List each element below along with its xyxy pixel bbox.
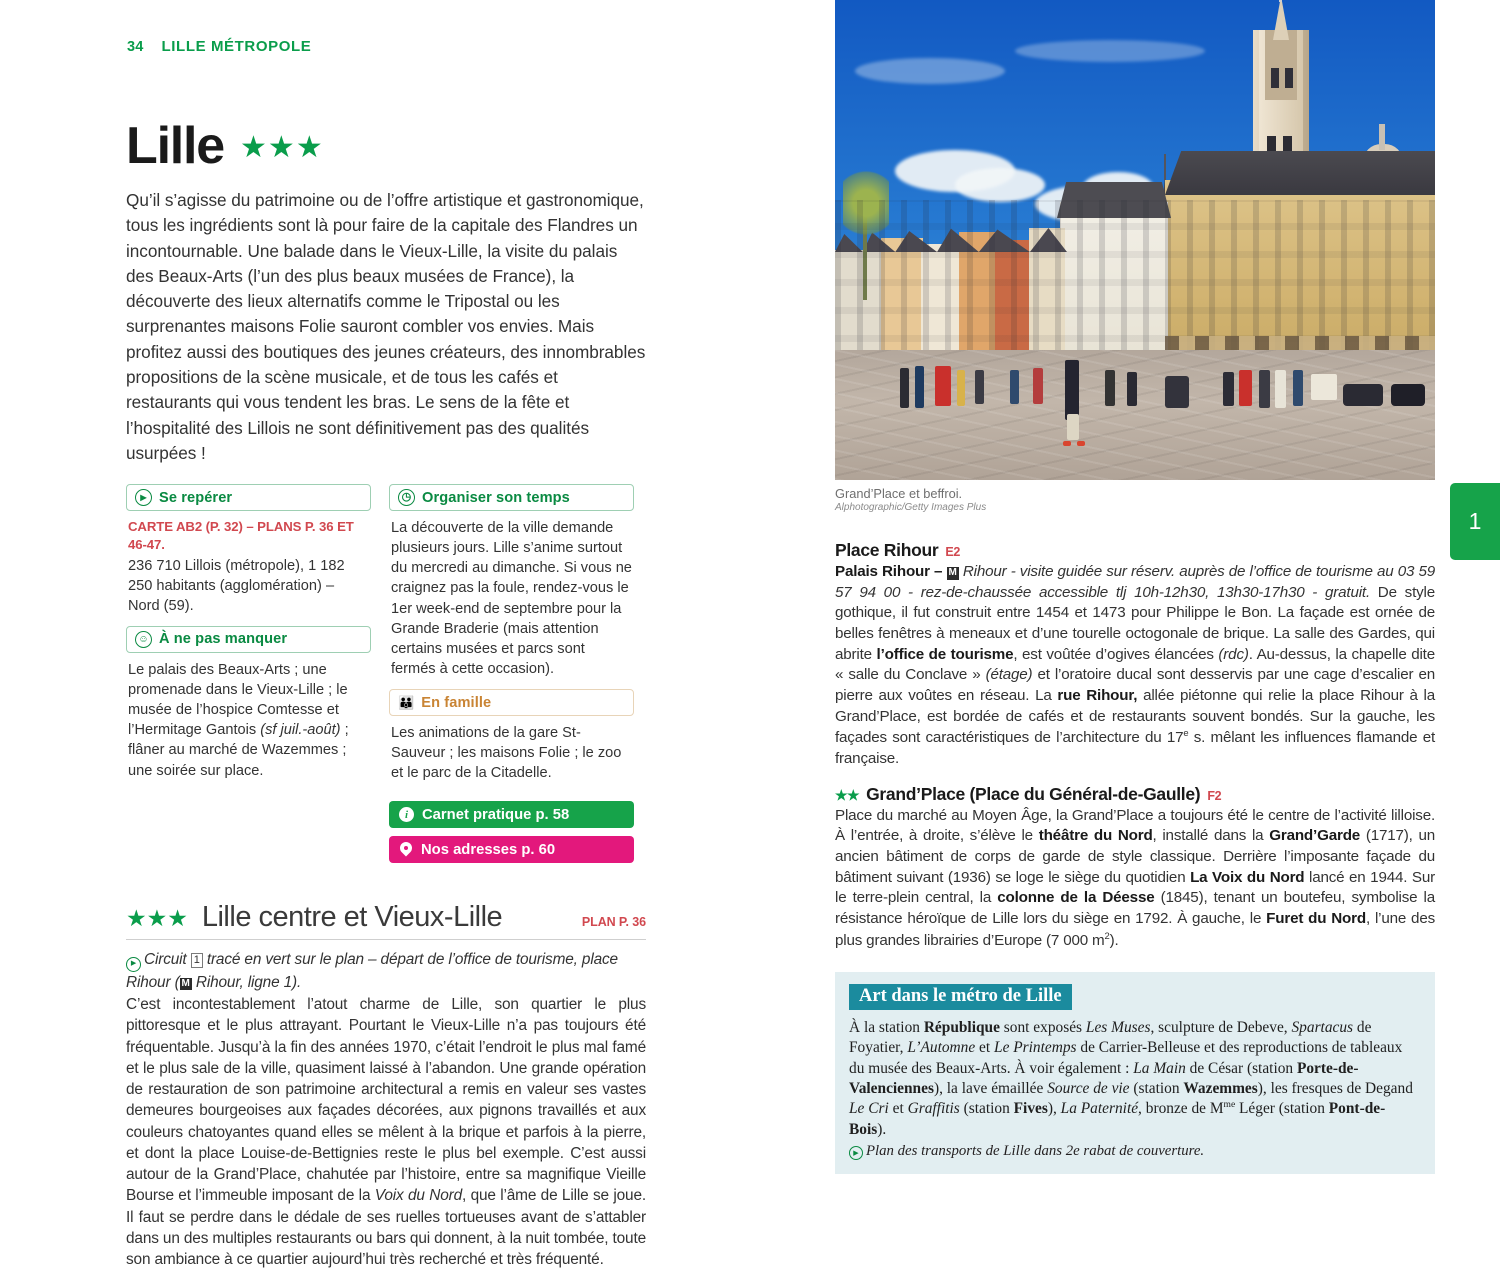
map-reference: CARTE AB2 (P. 32) – PLANS P. 36 ET 46-47. bbox=[128, 519, 354, 553]
gp-text-7: ). bbox=[1109, 931, 1119, 949]
gp-bold-1: théâtre du Nord bbox=[1038, 827, 1153, 845]
box-header-label: À ne pas manquer bbox=[159, 631, 288, 648]
cloud bbox=[855, 58, 1005, 84]
car bbox=[1391, 384, 1425, 406]
belfry-window bbox=[1271, 68, 1279, 88]
gp-text-1: Place du marché au Moyen Âge, la Grand’Place a toujours été le centre de l’activité lilloise. À l’entrée, à droite, s’élève le bbox=[835, 806, 1435, 845]
page-gutter bbox=[830, 0, 831, 1159]
banner-carnet-pratique[interactable] bbox=[389, 801, 634, 828]
mb-t8: ), la lave émaillée bbox=[933, 1080, 1048, 1097]
circuit-suffix: Rihour, ligne 1). bbox=[195, 973, 302, 991]
play-circle-icon: ▶ bbox=[135, 489, 152, 506]
mb-i3: L’Automne bbox=[907, 1039, 976, 1057]
person bbox=[1033, 368, 1043, 404]
poi-body-place-rihour bbox=[835, 562, 1435, 770]
mb-t2: sont exposés bbox=[999, 1018, 1086, 1036]
gp-bold-4: colonne de la Déesse bbox=[997, 889, 1155, 907]
box-header-label: Se repérer bbox=[159, 489, 233, 506]
mb-t15: Léger (station bbox=[1235, 1100, 1329, 1118]
banner-label: Carnet pratique p. 58 bbox=[422, 806, 570, 823]
mb-i7: Le Cri bbox=[849, 1100, 889, 1118]
circuit-number-badge: 1 bbox=[191, 953, 203, 968]
gp-text-5: (1845), tenant un boutefeu, symbolise la résistance héroïque de Lille lors du siège en 1792. À gauche, le bbox=[835, 889, 1435, 928]
poi-text-3: . Au-dessus, la chapelle dite « salle du Conclave » bbox=[835, 645, 1435, 684]
mb-b1: République bbox=[923, 1018, 1000, 1036]
play-circle-icon: ▶ bbox=[126, 957, 141, 972]
person bbox=[1127, 372, 1137, 406]
info-column-right bbox=[389, 484, 634, 863]
chapter-tab[interactable] bbox=[1450, 483, 1500, 560]
rating-stars: ★★★ bbox=[240, 131, 324, 164]
family-icon: 👪 bbox=[398, 695, 415, 711]
box-header-en-famille bbox=[389, 689, 634, 716]
sidebar-box-title: Art dans le métro de Lille bbox=[849, 984, 1072, 1010]
section-title: Lille centre et Vieux-Lille bbox=[201, 901, 503, 934]
person bbox=[1010, 370, 1019, 404]
section-body-italic: Voix du Nord bbox=[374, 1187, 463, 1205]
mb-t11: et bbox=[888, 1100, 908, 1118]
mb-b2: Porte-de-Valenciennes bbox=[849, 1059, 1359, 1097]
church-finial bbox=[1164, 154, 1166, 180]
photo-credit: Alphotographic/Getty Images Plus bbox=[835, 502, 987, 513]
gp-text-3: (1717), un ancien bâtiment de corps de garde de style classique. Derrière l’imposante façade du bâtiment suivant (1936) se loge le siège du quotidien bbox=[835, 827, 1436, 886]
mb-b4: Fives bbox=[1013, 1100, 1048, 1118]
section-header bbox=[126, 901, 646, 940]
parasol bbox=[1311, 374, 1337, 400]
play-circle-icon: ▶ bbox=[849, 1146, 863, 1160]
person bbox=[1223, 372, 1234, 406]
banner-nos-adresses[interactable] bbox=[389, 836, 634, 863]
mb-i5: La Main bbox=[1133, 1059, 1186, 1077]
sidebar-box-metro-art bbox=[835, 972, 1435, 1174]
map-pin-icon bbox=[399, 842, 413, 858]
banner-label: Nos adresses p. 60 bbox=[421, 841, 556, 858]
poi-italic-rdc: (rdc) bbox=[1218, 645, 1249, 663]
info-column-left bbox=[126, 484, 371, 863]
info-circle-icon: i bbox=[399, 807, 414, 822]
photo-caption-text: Grand’Place et beffroi. bbox=[835, 486, 963, 501]
poi-bold-1: l’office de tourisme bbox=[876, 645, 1014, 663]
section-body-part-1: C’est incontestablement l’atout charme de Lille, son quartier le plus pittoresque et le plus attrayant. Pourtant le Vieux-Lille n’a pas toujours été fréquentable. Jusqu’à la fin des années 1970, c’était l’endroit le plus mal famé et le plus sale de la ville, quasiment laissé à l’abandon. Une grande opération de restauration de son patrimoine architectural a remis en valeur ses vastes demeures bourgeoises aux façades décorées, aux pignons travaillés et aux couleurs chatoyantes quand elles se mêlent à la brique et parfois à la pierre, et dont la place Louise-de-Bettignies reste le plus bel exemple. C’est aussi autour de la Grand’Place, chahutée par l’histoire, entre sa magnifique Vieille Bourse et l’immeuble imposant de la bbox=[126, 996, 646, 1205]
highlight-text-1: Le palais des Beaux-Arts ; une promenade dans le Vieux-Lille ; le musée de l’hospice Comtesse et l’Hermitage Gantois bbox=[128, 661, 348, 739]
info-boxes-grid bbox=[126, 484, 646, 863]
page-title: Lille bbox=[126, 117, 225, 175]
mb-t5: et bbox=[975, 1039, 995, 1057]
circuit-prefix: Circuit bbox=[144, 951, 187, 969]
intro-paragraph: Qu’il s’agisse du patrimoine ou de l’offre artistique et gastronomique, tous les ingrédients sont là pour faire de la capitale des Flandres un incontournable. Une balade dans le Vieux-Lille, la visite du palais des Beaux-Arts (l’un des plus beaux musées de France), la découverte des lieux alternatifs comme le Tripostal ou les surprenantes maisons Folie sauront combler vos envies. Mais profitez aussi des boutiques des jeunes créateurs, des innombrables propositions de la scène musicale, et de tous les cafés et restaurants qui vous tendent les bras. Le sens de la fête et l’hospitalité des Lillois ne sont définitivement pas des qualités usurpées ! bbox=[126, 190, 646, 463]
se-reperer-text: 236 710 Lillois (métropole), 1 182 250 habitants (agglomération) – Nord (59). bbox=[128, 557, 345, 614]
city-title-row bbox=[126, 117, 646, 175]
car bbox=[1343, 384, 1383, 406]
mb-t13: ), bbox=[1047, 1100, 1061, 1118]
mb-t1: À la station bbox=[849, 1018, 924, 1036]
mb-sup1: me bbox=[1223, 1099, 1236, 1111]
mb-i4: Le Printemps bbox=[994, 1039, 1077, 1057]
box-header-se-reperer bbox=[126, 484, 371, 511]
gp-text-6: , l’une des plus grandes librairies d’Europe (7 000 m bbox=[835, 910, 1435, 949]
poi-lead-bold: Palais Rihour – bbox=[835, 563, 947, 580]
highlight-text-2: ; flâner au marché de Wazemmes ; une soirée sur place. bbox=[128, 722, 349, 779]
smiley-icon: ☺ bbox=[135, 631, 152, 648]
poi-text-2: , est voûtée d’ogives élancées bbox=[1013, 645, 1219, 663]
mb-t4: de Foyatier, bbox=[849, 1018, 1372, 1057]
belfry-lantern bbox=[1265, 30, 1297, 100]
section-body-part-2: , que l’âme de Lille se joue. Il faut se perdre dans le dédale de ses ruelles tortueuses avant de s’attabler dans un des multiples restaurants ou bars qui donnent, à la nuit tombée, toute son ambiance à ce quartier aujourd’hui très recherché et très fréquenté. bbox=[126, 1187, 647, 1269]
folio bbox=[127, 38, 311, 55]
person bbox=[957, 370, 965, 406]
sidebar-box-footer bbox=[849, 1143, 1421, 1160]
circuit-note bbox=[126, 949, 646, 993]
box-body-se-reperer bbox=[126, 511, 371, 626]
mb-i6: Source de vie bbox=[1047, 1080, 1130, 1097]
clock-icon: ◷ bbox=[398, 489, 415, 506]
red-banner bbox=[935, 366, 951, 406]
person bbox=[1275, 370, 1286, 408]
box-header-a-ne-pas-manquer bbox=[126, 626, 371, 653]
shoe bbox=[1077, 441, 1085, 446]
mb-b5: Pont-de-Bois bbox=[849, 1100, 1386, 1139]
box-body-organiser-son-temps: La découverte de la ville demande plusieurs jours. Lille s’anime surtout du mercredi au dimanche. Si vous ne craignez pas la foule, rendez-vous le 1er week-end de septembre pour la Grande Braderie (mais attention certains musées et parcs sont fermés à cette occasion). bbox=[391, 520, 632, 677]
box-header-label: Organiser son temps bbox=[422, 489, 570, 506]
section-rating-stars: ★★★ bbox=[126, 905, 188, 932]
shoe bbox=[1063, 441, 1071, 446]
mb-t16: ). bbox=[877, 1121, 887, 1139]
gp-bold-2: Grand’Garde bbox=[1269, 827, 1361, 845]
red-tower-finial bbox=[1379, 124, 1385, 150]
poi-map-coordinate: F2 bbox=[1207, 788, 1222, 803]
poi-practical-info: Rihour - visite guidée sur réserv. auprès de l’office de tourisme au 03 59 57 94 00 - rez-de-chaussée accessible tlj 10h-12h30, 13h30-17h30 - gratuit. bbox=[835, 563, 1435, 601]
poi-sup-1: e bbox=[1183, 727, 1189, 739]
photo-grand-place bbox=[835, 0, 1435, 480]
poi-body-grand-place bbox=[835, 806, 1435, 952]
photo-square-ground bbox=[835, 350, 1435, 480]
gp-text-4: lancé en 1944. Sur le terre-plein central, la bbox=[835, 868, 1435, 907]
box-body-en-famille: Les animations de la gare St-Sauveur ; les maisons Folie ; le zoo et le parc de la Citadelle. bbox=[391, 725, 622, 782]
mb-t9: (station bbox=[1129, 1080, 1184, 1097]
right-column bbox=[835, 540, 1435, 1174]
gp-bold-5: Furet du Nord bbox=[1266, 910, 1366, 928]
right-page bbox=[830, 0, 1500, 1159]
poi-rating-stars: ★★ bbox=[835, 786, 860, 803]
mb-t6: de Carrier-Belleuse et des reproductions de tableaux du musée des Beaux-Arts. À voir également : bbox=[849, 1039, 1403, 1077]
poi-bold-2: rue Rihour, bbox=[1057, 687, 1138, 705]
poi-text-5: allée piétonne qui relie la place Rihour à la Grand’Place, est bordée de cafés et de restaurants souvent bondés. Sur la gauche, les façades sont caractéristiques de l’architecture du 17 bbox=[835, 687, 1435, 747]
poi-header-place-rihour bbox=[835, 540, 1435, 561]
belfry-window bbox=[1285, 68, 1293, 88]
red-bin bbox=[1239, 370, 1252, 406]
sidebar-footer-text: Plan des transports de Lille dans 2e rabat de couverture. bbox=[866, 1142, 1205, 1159]
page-number: 34 bbox=[127, 39, 144, 55]
person bbox=[1105, 370, 1115, 406]
chapter-tab-label: 1 bbox=[1468, 508, 1482, 534]
section-plan-reference: PLAN P. 36 bbox=[581, 915, 646, 930]
poi-italic-etage: (étage) bbox=[985, 666, 1033, 684]
person-foreground-legs bbox=[1067, 414, 1079, 440]
poi-title: Grand’Place (Place du Général-de-Gaulle) bbox=[866, 783, 1201, 804]
person bbox=[915, 366, 924, 408]
box-header-organiser-son-temps bbox=[389, 484, 634, 511]
belfry-finial bbox=[1279, 0, 1282, 2]
mb-i9: La Paternité bbox=[1060, 1100, 1139, 1118]
metro-icon: M bbox=[948, 567, 957, 578]
mb-i8: Graffitis bbox=[907, 1100, 960, 1118]
person bbox=[1293, 370, 1303, 406]
poi-text-1: De style gothique, il fut construit entre 1454 et 1473 pour Philippe le Bon. La façade est ornée de belles fenêtres à meneaux et d’une tourelle octogonale de brique. La salle des Gardes, qui abrite bbox=[835, 583, 1436, 663]
poi-header-grand-place bbox=[835, 784, 1435, 805]
sidebar-box-body bbox=[849, 1018, 1421, 1141]
mansard-roof bbox=[1165, 151, 1435, 195]
poi-text-6: s. mêlant les influences flamande et française. bbox=[835, 729, 1435, 768]
gp-text-2: , installé dans la bbox=[1152, 827, 1270, 845]
section-body bbox=[126, 994, 646, 1270]
person bbox=[975, 370, 984, 404]
person bbox=[1259, 370, 1270, 408]
mb-t14: , bronze de M bbox=[1138, 1100, 1224, 1118]
mb-i2: Spartacus bbox=[1291, 1018, 1354, 1036]
metro-icon: M bbox=[181, 977, 190, 989]
cloud bbox=[955, 168, 1045, 202]
running-head-title: LILLE MÉTROPOLE bbox=[161, 38, 312, 55]
person bbox=[900, 368, 909, 408]
poi-title: Place Rihour bbox=[835, 540, 939, 560]
poi-text-4: et l’oratoire ducal sont desservis par une cage d’escalier en pierre aux voûtes en réseau. La bbox=[835, 666, 1435, 705]
gp-sup-1: 2 bbox=[1104, 929, 1110, 941]
circuit-text: tracé en vert sur le plan – départ de l’office de tourisme, place Rihour ( bbox=[126, 951, 618, 991]
left-column bbox=[126, 117, 647, 1286]
mb-b3: Wazemmes bbox=[1183, 1080, 1258, 1097]
mb-t3: , sculpture de Debeve, bbox=[1150, 1018, 1292, 1036]
cloud bbox=[1015, 40, 1205, 62]
poi-map-coordinate: E2 bbox=[945, 545, 961, 559]
mb-i1: Les Muses bbox=[1085, 1018, 1151, 1036]
kiosk bbox=[1165, 376, 1189, 408]
box-header-label: En famille bbox=[421, 694, 492, 711]
mb-t10: ), les fresques de Degand bbox=[1257, 1080, 1413, 1097]
photo-caption bbox=[835, 486, 1435, 513]
box-body-a-ne-pas-manquer bbox=[126, 653, 371, 791]
highlight-text-italic: (sf juil.-août) bbox=[260, 722, 341, 739]
person-foreground bbox=[1065, 360, 1079, 420]
mb-t12: (station bbox=[959, 1100, 1014, 1118]
mb-t7: de César (station bbox=[1185, 1059, 1297, 1077]
gp-bold-3: La Voix du Nord bbox=[1190, 868, 1305, 886]
